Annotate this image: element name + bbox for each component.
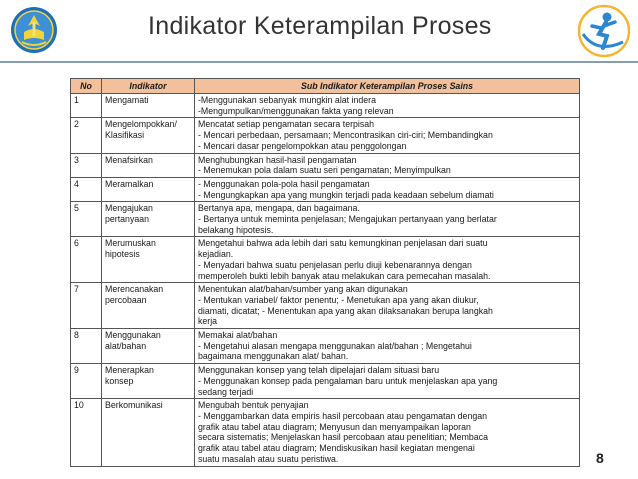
- indicator-text: percobaan: [105, 294, 147, 305]
- sub-indicator-line: Mengubah bentuk penyajian: [198, 400, 309, 411]
- sub-indicator-line: - Bertanya untuk meminta penjelasan; Mengajukan pertanyaan yang berlatar: [198, 214, 497, 225]
- indicator-cell: [102, 237, 195, 283]
- sub-indicator-line: Mencatat setiap pengamatan secara terpisah: [198, 119, 375, 130]
- indicator-table: [70, 78, 580, 467]
- sub-indicator-line: - Menggunakan konsep pada pengalaman baru untuk menjelaskan apa yang: [198, 375, 498, 386]
- row-number: 8: [71, 329, 102, 364]
- row-number: 10: [71, 399, 102, 466]
- column-header-indikator: Indikator: [102, 79, 195, 94]
- indicator-text: alat/bahan: [105, 340, 147, 351]
- sub-indicator-line: Mengetahui bahwa ada lebih dari satu kemungkinan penjelasan dari suatu: [198, 238, 488, 249]
- table-row: [71, 283, 580, 329]
- indicator-text: Mengamati: [105, 95, 149, 105]
- table-row: [71, 153, 580, 177]
- indicator-text: Klasifikasi: [105, 130, 145, 141]
- indicator-cell: [102, 177, 195, 201]
- indicator-cell: [102, 283, 195, 329]
- indicator-text: konsep: [105, 375, 134, 386]
- sub-indicator-line: - Mencari dasar pengelompokkan atau penggolongan: [198, 140, 407, 151]
- indicator-cell: [102, 399, 195, 466]
- row-number: 2: [71, 118, 102, 153]
- sub-indicator-line: Menentukan alat/bahan/sumber yang akan digunakan: [198, 284, 408, 295]
- sub-indicator-cell: [195, 118, 580, 153]
- table-row: [71, 202, 580, 237]
- indicator-text: Merencanakan: [105, 284, 164, 295]
- sub-indicator-cell: [195, 202, 580, 237]
- indicator-text: Merumuskan: [105, 238, 156, 249]
- indicator-text: hipotesis: [105, 249, 140, 260]
- sub-indicator-line: sedang terjadi: [198, 386, 254, 397]
- indicator-cell: [102, 153, 195, 177]
- slide-title: Indikator Keterampilan Proses: [148, 12, 492, 40]
- sub-indicator-line: - Mencari perbedaan, persamaan; Mencontrasikan ciri-ciri; Membandingkan: [198, 130, 493, 141]
- header-divider: [0, 61, 638, 63]
- student-figure-logo-icon: [577, 4, 631, 58]
- column-header-no: No: [71, 79, 102, 94]
- sub-indicator-line: -Mengumpulkan/menggunakan fakta yang relevan: [198, 105, 394, 116]
- indicator-cell: [102, 94, 195, 118]
- sub-indicator-line: - Menggunakan pola-pola hasil pengamatan: [198, 178, 370, 189]
- table-row: [71, 94, 580, 118]
- indicator-cell: [102, 202, 195, 237]
- table-row: [71, 329, 580, 364]
- sub-indicator-line: - Mentukan variabel/ faktor penentu; - Menetukan apa yang akan diukur,: [198, 294, 479, 305]
- row-number: 6: [71, 237, 102, 283]
- sub-indicator-cell: [195, 177, 580, 201]
- indicator-text: Berkomunikasi: [105, 400, 163, 411]
- table-row: [71, 237, 580, 283]
- row-number: 1: [71, 94, 102, 118]
- column-header-sub-indikator: Sub Indikator Keterampilan Proses Sains: [195, 79, 580, 94]
- sub-indicator-line: - Menemukan pola dalam suatu seri pengamatan; Menyimpulkan: [198, 165, 451, 176]
- sub-indicator-cell: [195, 153, 580, 177]
- page-number: 8: [596, 450, 604, 466]
- sub-indicator-line: Memakai alat/bahan: [198, 330, 278, 341]
- indicator-text: Menafsirkan: [105, 154, 153, 165]
- indicator-text: Meramalkan: [105, 178, 154, 189]
- sub-indicator-line: grafik atau tabel atau diagram; Mendiskusikan hasil kegiatan mengenai: [198, 443, 475, 454]
- indicator-text: Mengelompokkan/: [105, 119, 177, 130]
- row-number: 5: [71, 202, 102, 237]
- sub-indicator-line: Menggunakan konsep yang telah dipelajari dalam situasi baru: [198, 365, 440, 376]
- indicator-text: Menggunakan: [105, 330, 161, 341]
- row-number: 4: [71, 177, 102, 201]
- sub-indicator-cell: [195, 237, 580, 283]
- indicator-text: Mengajukan: [105, 203, 153, 214]
- sub-indicator-line: kejadian.: [198, 249, 234, 260]
- indicator-cell: [102, 329, 195, 364]
- row-number: 7: [71, 283, 102, 329]
- sub-indicator-cell: [195, 283, 580, 329]
- sub-indicator-line: Menghubungkan hasil-hasil pengamatan: [198, 154, 357, 165]
- indicator-cell: [102, 364, 195, 399]
- sub-indicator-cell: [195, 364, 580, 399]
- indicator-text: Menerapkan: [105, 365, 154, 376]
- slide-header: [0, 0, 638, 62]
- sub-indicator-line: secara sistematis; Menjelaskan hasil percobaan atau penelitian; Membaca: [198, 432, 488, 443]
- sub-indicator-line: -Menggunakan sebanyak mungkin alat indera: [198, 95, 377, 105]
- sub-indicator-line: grafik atau tabel atau diagram; Menyusun dan menyampaikan laporan: [198, 421, 471, 432]
- row-number: 3: [71, 153, 102, 177]
- sub-indicator-cell: [195, 329, 580, 364]
- table-header-row: [71, 79, 580, 94]
- table-row: [71, 118, 580, 153]
- sub-indicator-line: belakang hipotesis.: [198, 224, 274, 235]
- table-row: [71, 177, 580, 201]
- tut-wuri-handayani-emblem-icon: [10, 6, 58, 54]
- table-row: [71, 364, 580, 399]
- sub-indicator-line: Bertanya apa, mengapa, dan bagaimana.: [198, 203, 360, 214]
- sub-indicator-line: diamati, dicatat; - Menentukan apa yang akan dilaksanakan berupa langkah: [198, 305, 493, 316]
- sub-indicator-cell: [195, 94, 580, 118]
- sub-indicator-line: suatu masalah atau suatu peristiwa.: [198, 453, 339, 464]
- table-row: [71, 399, 580, 466]
- sub-indicator-line: - Menggambarkan data empiris hasil percobaan atau pengamatan dengan: [198, 410, 488, 421]
- sub-indicator-line: memperoleh bukti lebih banyak atau melakukan cara pemecahan masalah.: [198, 270, 491, 281]
- sub-indicator-line: - Menyadari bahwa suatu penjelasan perlu diuji kebenarannya dengan: [198, 259, 472, 270]
- sub-indicator-line: kerja: [198, 316, 218, 327]
- sub-indicator-cell: [195, 399, 580, 466]
- sub-indicator-line: bagaimana menggunakan alat/ bahan.: [198, 351, 349, 362]
- sub-indicator-line: - Mengungkapkan apa yang mungkin terjadi pada keadaan sebelum diamati: [198, 189, 494, 200]
- row-number: 9: [71, 364, 102, 399]
- indicator-cell: [102, 118, 195, 153]
- indicator-text: pertanyaan: [105, 214, 150, 225]
- table-body: [71, 94, 580, 467]
- sub-indicator-line: - Mengetahui alasan mengapa menggunakan alat/bahan ; Mengetahui: [198, 340, 472, 351]
